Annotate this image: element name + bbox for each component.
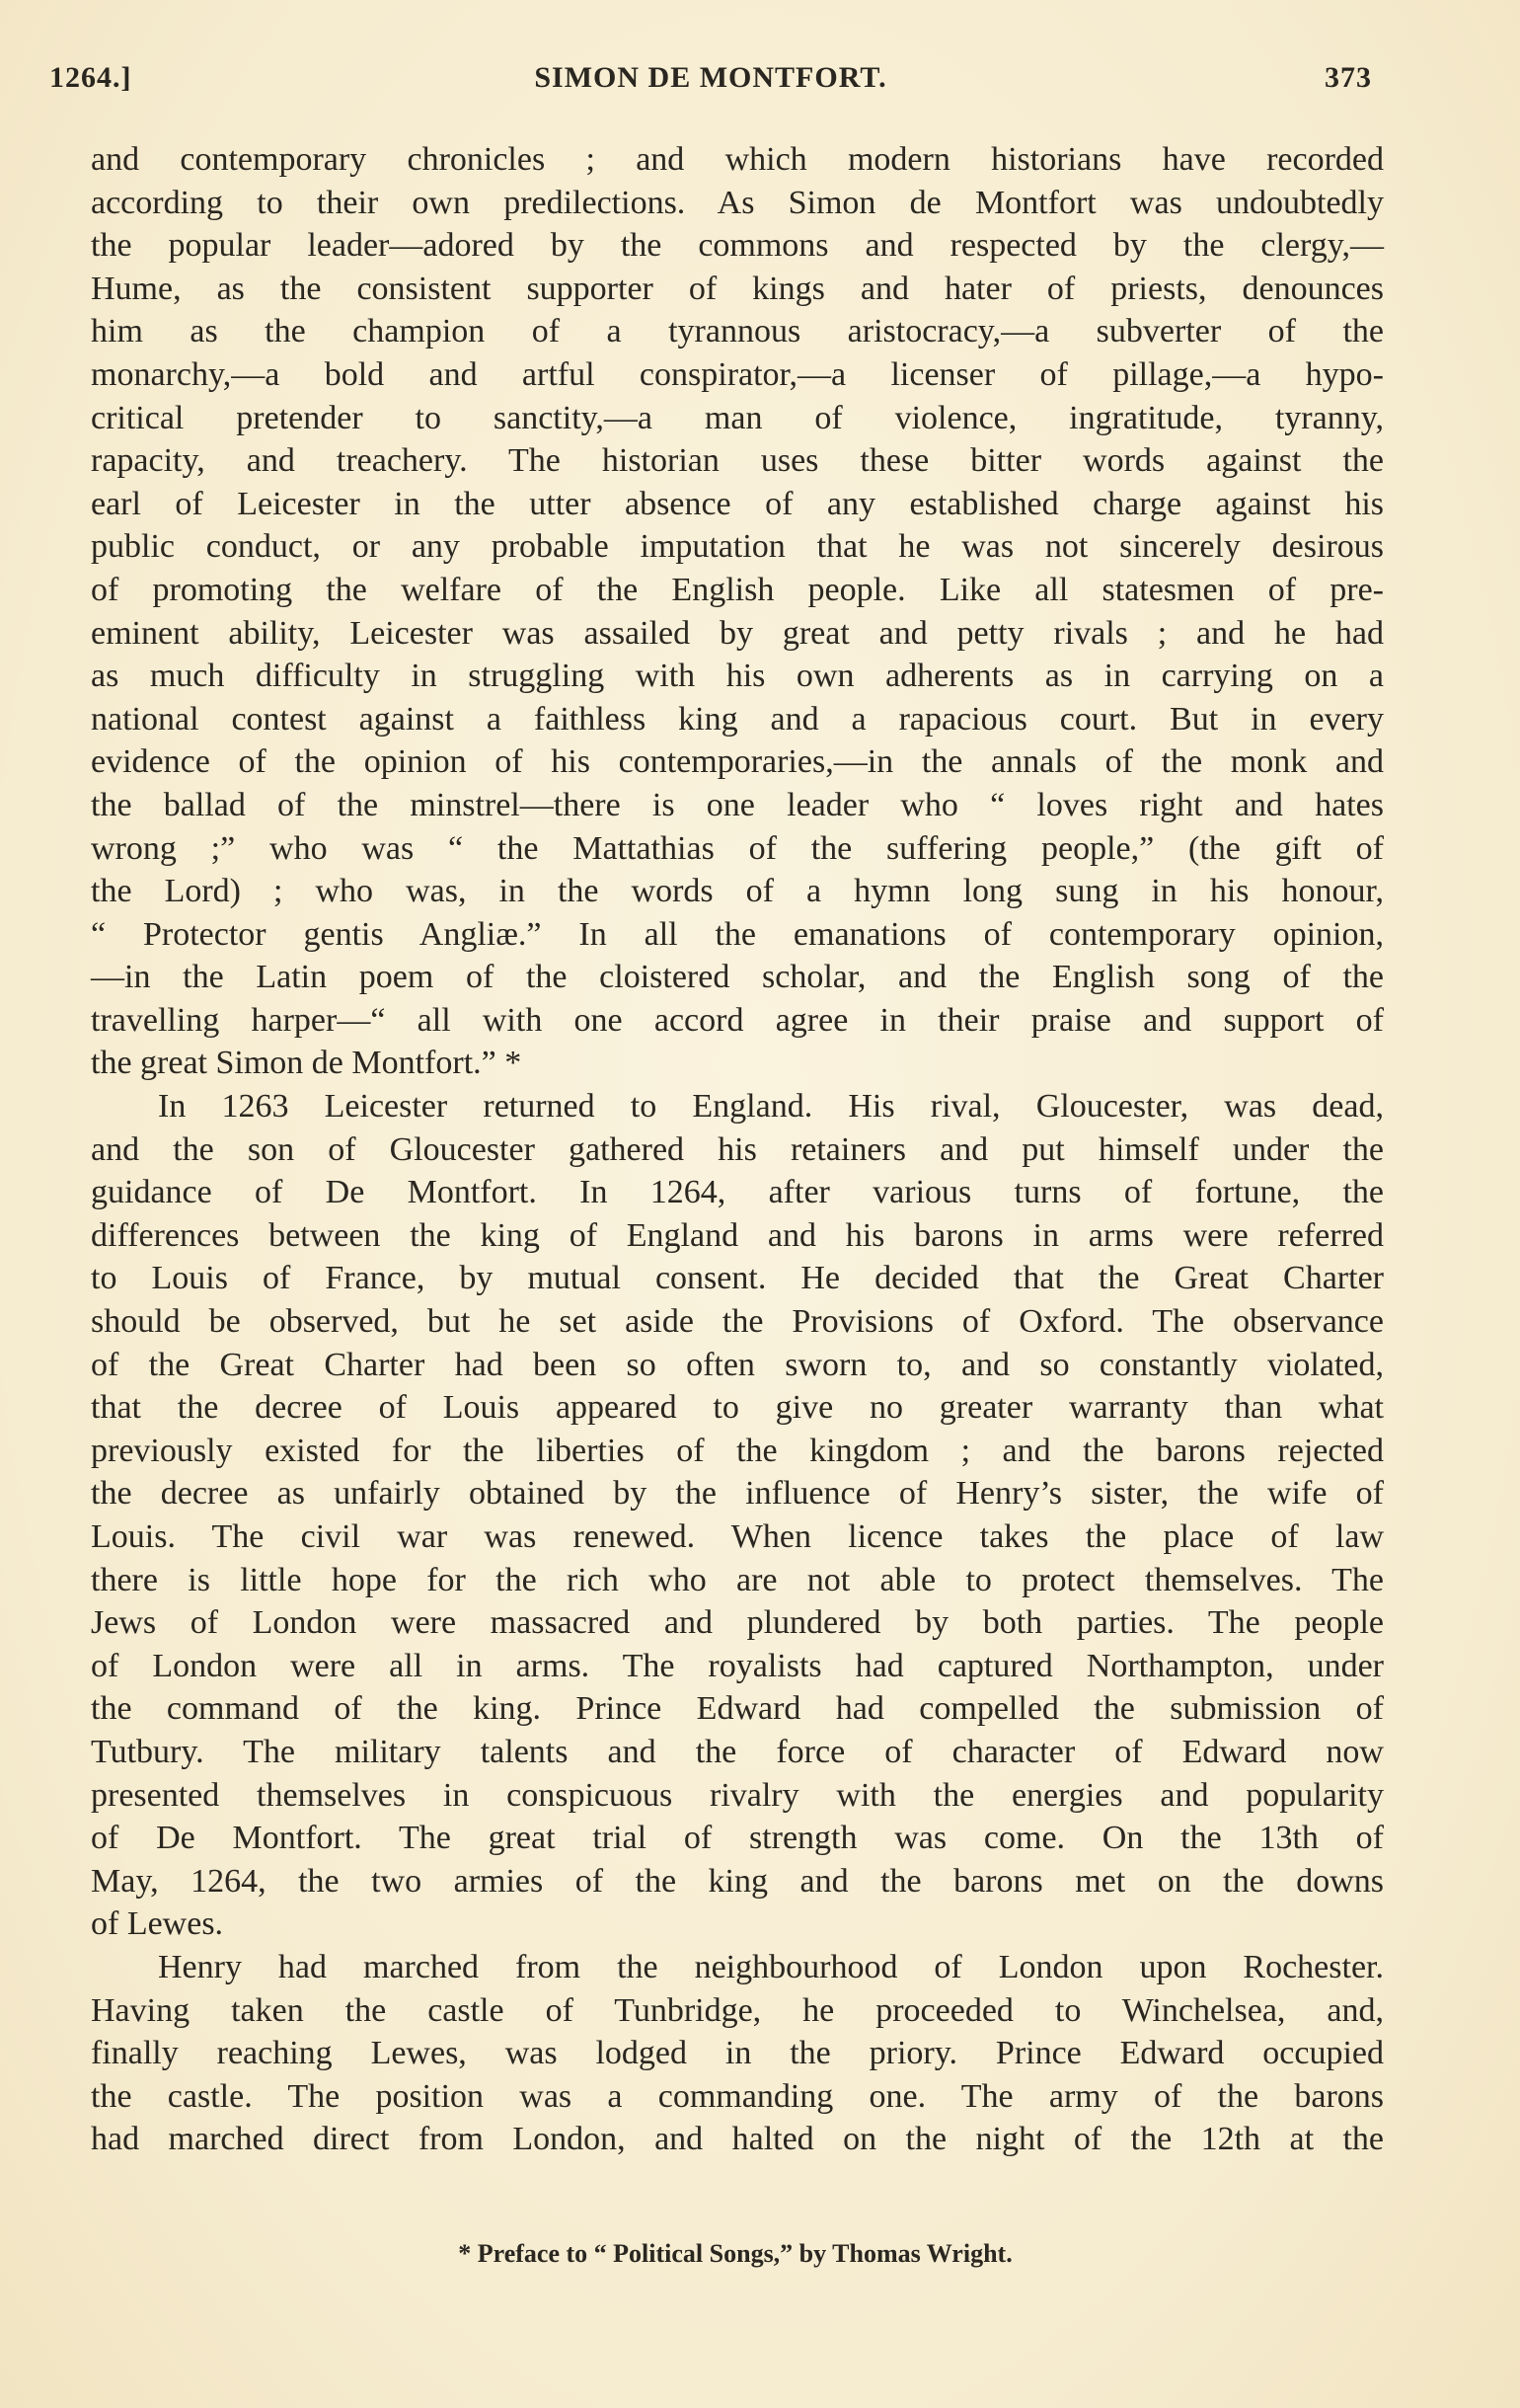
text-line: the Lord) ; who was, in the words of a hymn long sung in his honour, <box>91 873 1384 910</box>
text-line: —in the Latin poem of the cloistered scholar, and the English song of the <box>91 959 1384 996</box>
text-line: of promoting the welfare of the English people. Like all statesmen of pre- <box>91 571 1384 608</box>
text-line: the castle. The position was a commanding one. The army of the barons <box>91 2077 1384 2115</box>
text-line: the decree as unfairly obtained by the influence of Henry’s sister, the wife of <box>91 1475 1384 1513</box>
text-line: Jews of London were massacred and plundered by both parties. The people <box>91 1604 1384 1642</box>
header-year: 1264.] <box>49 61 132 94</box>
text-line: In 1263 Leicester returned to England. His rival, Gloucester, was dead, <box>158 1088 1384 1126</box>
text-line: Henry had marched from the neighbourhood of London upon Rochester. <box>158 1948 1384 1985</box>
text-line: the great Simon de Montfort.” * <box>91 1045 522 1082</box>
text-line: of De Montfort. The great trial of strength was come. On the 13th of <box>91 1820 1384 1857</box>
text-line: of Lewes. <box>91 1905 224 1943</box>
text-line: to Louis of France, by mutual consent. He decided that the Great Charter <box>91 1260 1384 1297</box>
text-line: eminent ability, Leicester was assailed by great and petty rivals ; and he had <box>91 614 1384 652</box>
text-line: as much difficulty in struggling with his own adherents as in carrying on a <box>91 658 1384 695</box>
running-header <box>49 61 1372 101</box>
text-line: previously existed for the liberties of the kingdom ; and the barons rejected <box>91 1432 1384 1469</box>
text-line: should be observed, but he set aside the Provisions of Oxford. The observance <box>91 1303 1384 1341</box>
paragraph-1 <box>91 138 1384 1085</box>
text-line: guidance of De Montfort. In 1264, after various turns of fortune, the <box>91 1174 1384 1211</box>
text-line: the command of the king. Prince Edward had compelled the submission of <box>91 1690 1384 1728</box>
text-line: rapacity, and treachery. The historian uses these bitter words against the <box>91 442 1384 480</box>
paragraph-2 <box>91 1085 1384 1946</box>
text-line: earl of Leicester in the utter absence of any established charge against his <box>91 485 1384 522</box>
header-title: SIMON DE MONTFORT. <box>534 61 887 94</box>
text-line: that the decree of Louis appeared to give no greater warranty than what <box>91 1389 1384 1427</box>
text-line: Hume, as the consistent supporter of kings and hater of priests, denounces <box>91 270 1384 307</box>
text-line: critical pretender to sanctity,—a man of violence, ingratitude, tyranny, <box>91 399 1384 436</box>
text-line: May, 1264, the two armies of the king and the barons met on the downs <box>91 1862 1384 1900</box>
text-line: travelling harper—“ all with one accord agree in their praise and support of <box>91 1001 1384 1039</box>
text-line: presented themselves in conspicuous rivalry with the energies and popularity <box>91 1776 1384 1814</box>
text-line: “ Protector gentis Angliæ.” In all the emanations of contemporary opinion, <box>91 915 1384 953</box>
text-line: monarchy,—a bold and artful conspirator,—a licenser of pillage,—a hypo- <box>91 355 1384 393</box>
text-line: differences between the king of England and his barons in arms were referred <box>91 1216 1384 1254</box>
text-line: national contest against a faithless king and a rapacious court. But in every <box>91 700 1384 738</box>
text-line: and the son of Gloucester gathered his retainers and put himself under the <box>91 1130 1384 1168</box>
text-line: wrong ;” who was “ the Mattathias of the suffering people,” (the gift of <box>91 829 1384 867</box>
text-line: according to their own predilections. As Simon de Montfort was undoubtedly <box>91 184 1384 221</box>
body-text <box>91 138 1384 2161</box>
text-line: public conduct, or any probable imputation that he was not sincerely desirous <box>91 528 1384 566</box>
text-line: there is little hope for the rich who are not able to protect themselves. The <box>91 1561 1384 1598</box>
paragraph-3 <box>91 1946 1384 2161</box>
text-line: finally reaching Lewes, was lodged in the priory. Prince Edward occupied <box>91 2035 1384 2072</box>
text-line: evidence of the opinion of his contemporaries,—in the annals of the monk and <box>91 743 1384 781</box>
text-line: Tutbury. The military talents and the force of character of Edward now <box>91 1733 1384 1770</box>
text-line: Having taken the castle of Tunbridge, he proceeded to Winchelsea, and, <box>91 1991 1384 2029</box>
text-line: Louis. The civil war was renewed. When licence takes the place of law <box>91 1518 1384 1555</box>
text-line: had marched direct from London, and halted on the night of the 12th at the <box>91 2121 1384 2158</box>
text-line: the popular leader—adored by the commons and respected by the clergy,— <box>91 227 1384 265</box>
footnote: * Preface to “ Political Songs,” by Thomas Wright. <box>458 2239 1013 2268</box>
text-line: and contemporary chronicles ; and which modern historians have recorded <box>91 141 1384 178</box>
page-number: 373 <box>1325 61 1372 94</box>
text-line: him as the champion of a tyrannous aristocracy,—a subverter of the <box>91 313 1384 350</box>
text-line: of London were all in arms. The royalists had captured Northampton, under <box>91 1647 1384 1684</box>
text-line: of the Great Charter had been so often sworn to, and so constantly violated, <box>91 1346 1384 1383</box>
text-line: the ballad of the minstrel—there is one leader who “ loves right and hates <box>91 786 1384 823</box>
